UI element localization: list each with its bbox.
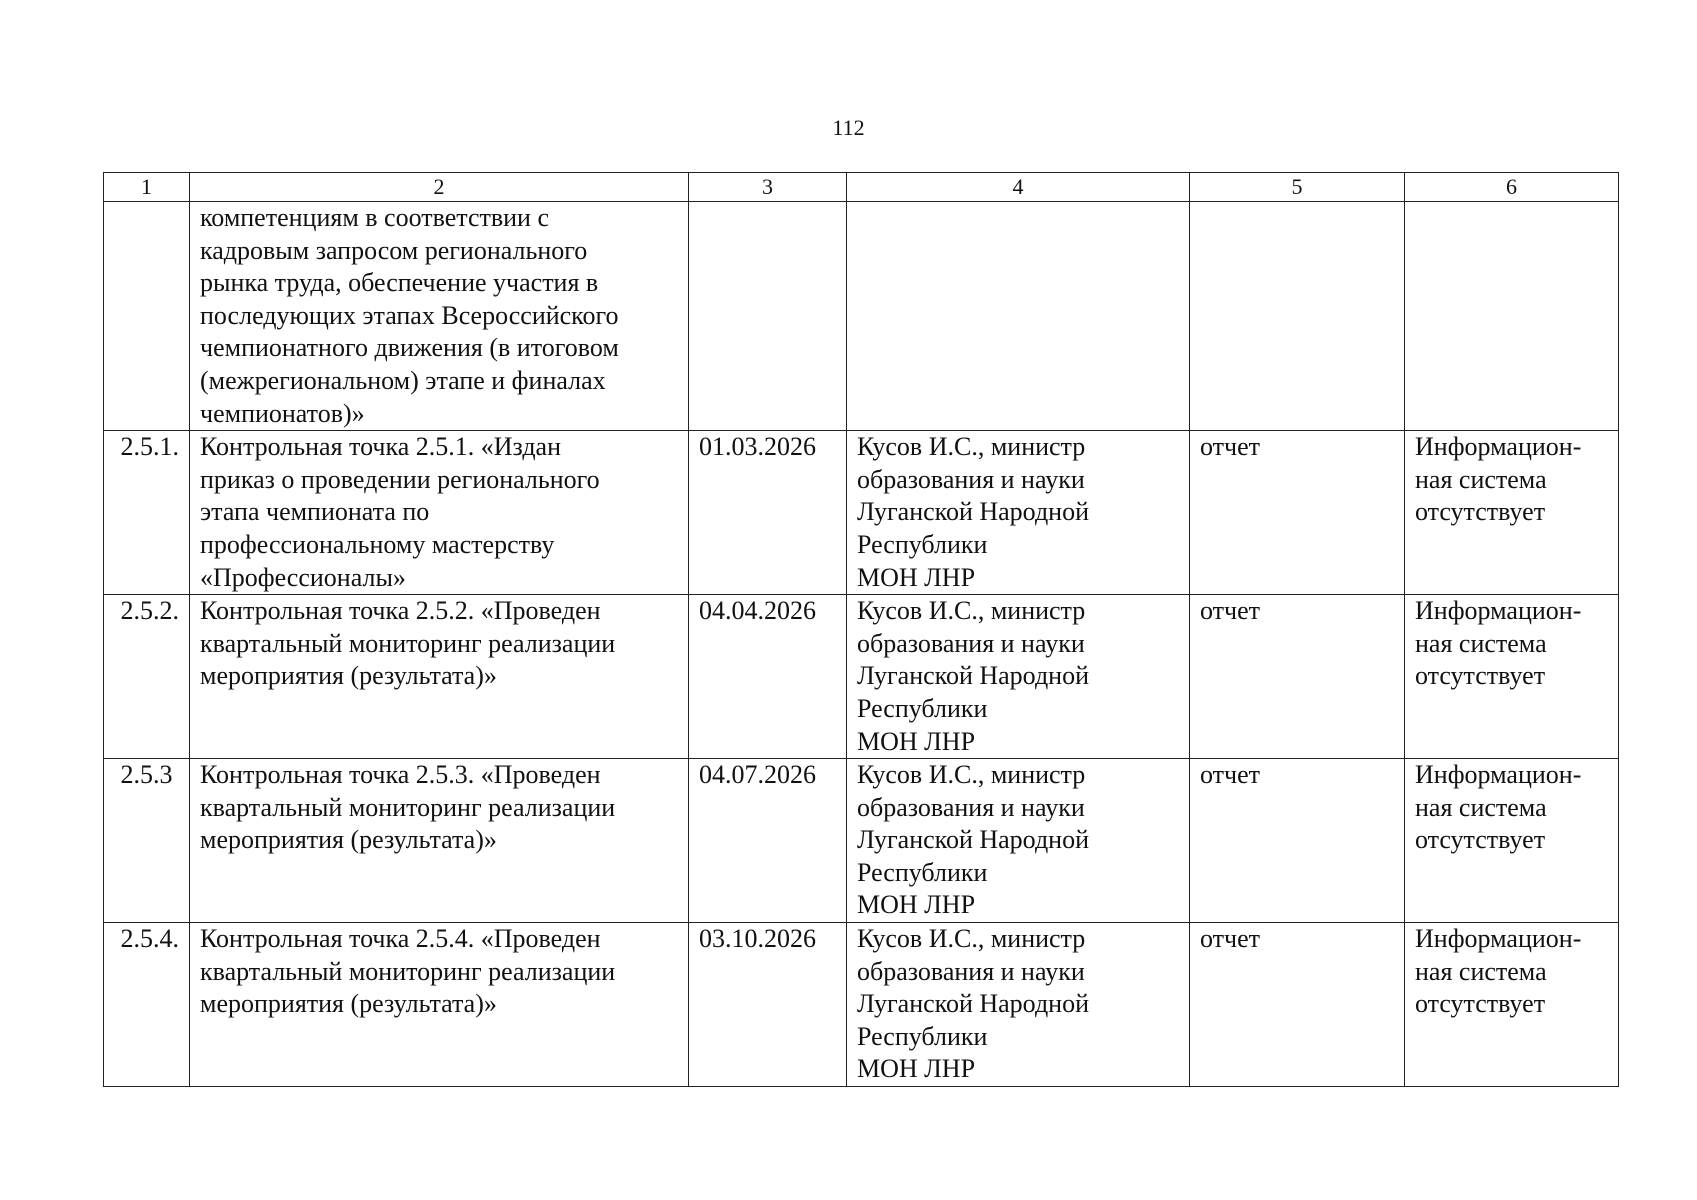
- cell-description: компетенциям в соответствии с кадровым запросом регионального рынка труда, обеспечение участия в последующих этапах Всероссийского чемпионатного движения (в итоговом (межрегиональном) этапе и финалах чемпионатов)»: [190, 202, 689, 431]
- cell-description: Контрольная точка 2.5.4. «Проведен квартальный мониторинг реализации мероприятия (результата)»: [190, 923, 689, 1087]
- cell-number: 2.5.3: [104, 759, 190, 923]
- cell-document: отчет: [1190, 923, 1405, 1087]
- control-points-table: [103, 172, 1619, 1087]
- cell-responsible: Кусов И.С., министр образования и науки Луганской Народной Республики МОН ЛНР: [847, 759, 1190, 923]
- cell-document: отчет: [1190, 595, 1405, 759]
- table-row: [104, 431, 1619, 595]
- column-header-4: 4: [847, 173, 1190, 202]
- table-row: [104, 923, 1619, 1087]
- cell-description: Контрольная точка 2.5.2. «Проведен квартальный мониторинг реализации мероприятия (результата)»: [190, 595, 689, 759]
- table-header-row: [104, 173, 1619, 202]
- table-row-continuation: [104, 202, 1619, 431]
- column-header-3: 3: [689, 173, 847, 202]
- cell-responsible: [847, 202, 1190, 431]
- column-header-5: 5: [1190, 173, 1405, 202]
- cell-document: отчет: [1190, 431, 1405, 595]
- cell-number: 2.5.1.: [104, 431, 190, 595]
- cell-responsible: Кусов И.С., министр образования и науки Луганской Народной Республики МОН ЛНР: [847, 431, 1190, 595]
- cell-information-system: Информацион- ная система отсутствует: [1405, 759, 1619, 923]
- column-header-2: 2: [190, 173, 689, 202]
- cell-document: отчет: [1190, 759, 1405, 923]
- table-row: [104, 595, 1619, 759]
- cell-responsible: Кусов И.С., министр образования и науки Луганской Народной Республики МОН ЛНР: [847, 595, 1190, 759]
- cell-number: [104, 202, 190, 431]
- cell-responsible: Кусов И.С., министр образования и науки Луганской Народной Республики МОН ЛНР: [847, 923, 1190, 1087]
- cell-information-system: [1405, 202, 1619, 431]
- cell-date: 01.03.2026: [689, 431, 847, 595]
- cell-description: Контрольная точка 2.5.3. «Проведен квартальный мониторинг реализации мероприятия (результата)»: [190, 759, 689, 923]
- cell-date: [689, 202, 847, 431]
- cell-number: 2.5.2.: [104, 595, 190, 759]
- cell-information-system: Информацион- ная система отсутствует: [1405, 923, 1619, 1087]
- column-header-6: 6: [1405, 173, 1619, 202]
- cell-date: 04.04.2026: [689, 595, 847, 759]
- cell-description: Контрольная точка 2.5.1. «Издан приказ о проведении регионального этапа чемпионата по профессиональному мастерству «Профессионалы»: [190, 431, 689, 595]
- column-header-1: 1: [104, 173, 190, 202]
- cell-number: 2.5.4.: [104, 923, 190, 1087]
- cell-document: [1190, 202, 1405, 431]
- cell-information-system: Информацион- ная система отсутствует: [1405, 431, 1619, 595]
- page-number: 112: [832, 115, 865, 140]
- cell-date: 04.07.2026: [689, 759, 847, 923]
- table-row: [104, 759, 1619, 923]
- cell-date: 03.10.2026: [689, 923, 847, 1087]
- cell-information-system: Информацион- ная система отсутствует: [1405, 595, 1619, 759]
